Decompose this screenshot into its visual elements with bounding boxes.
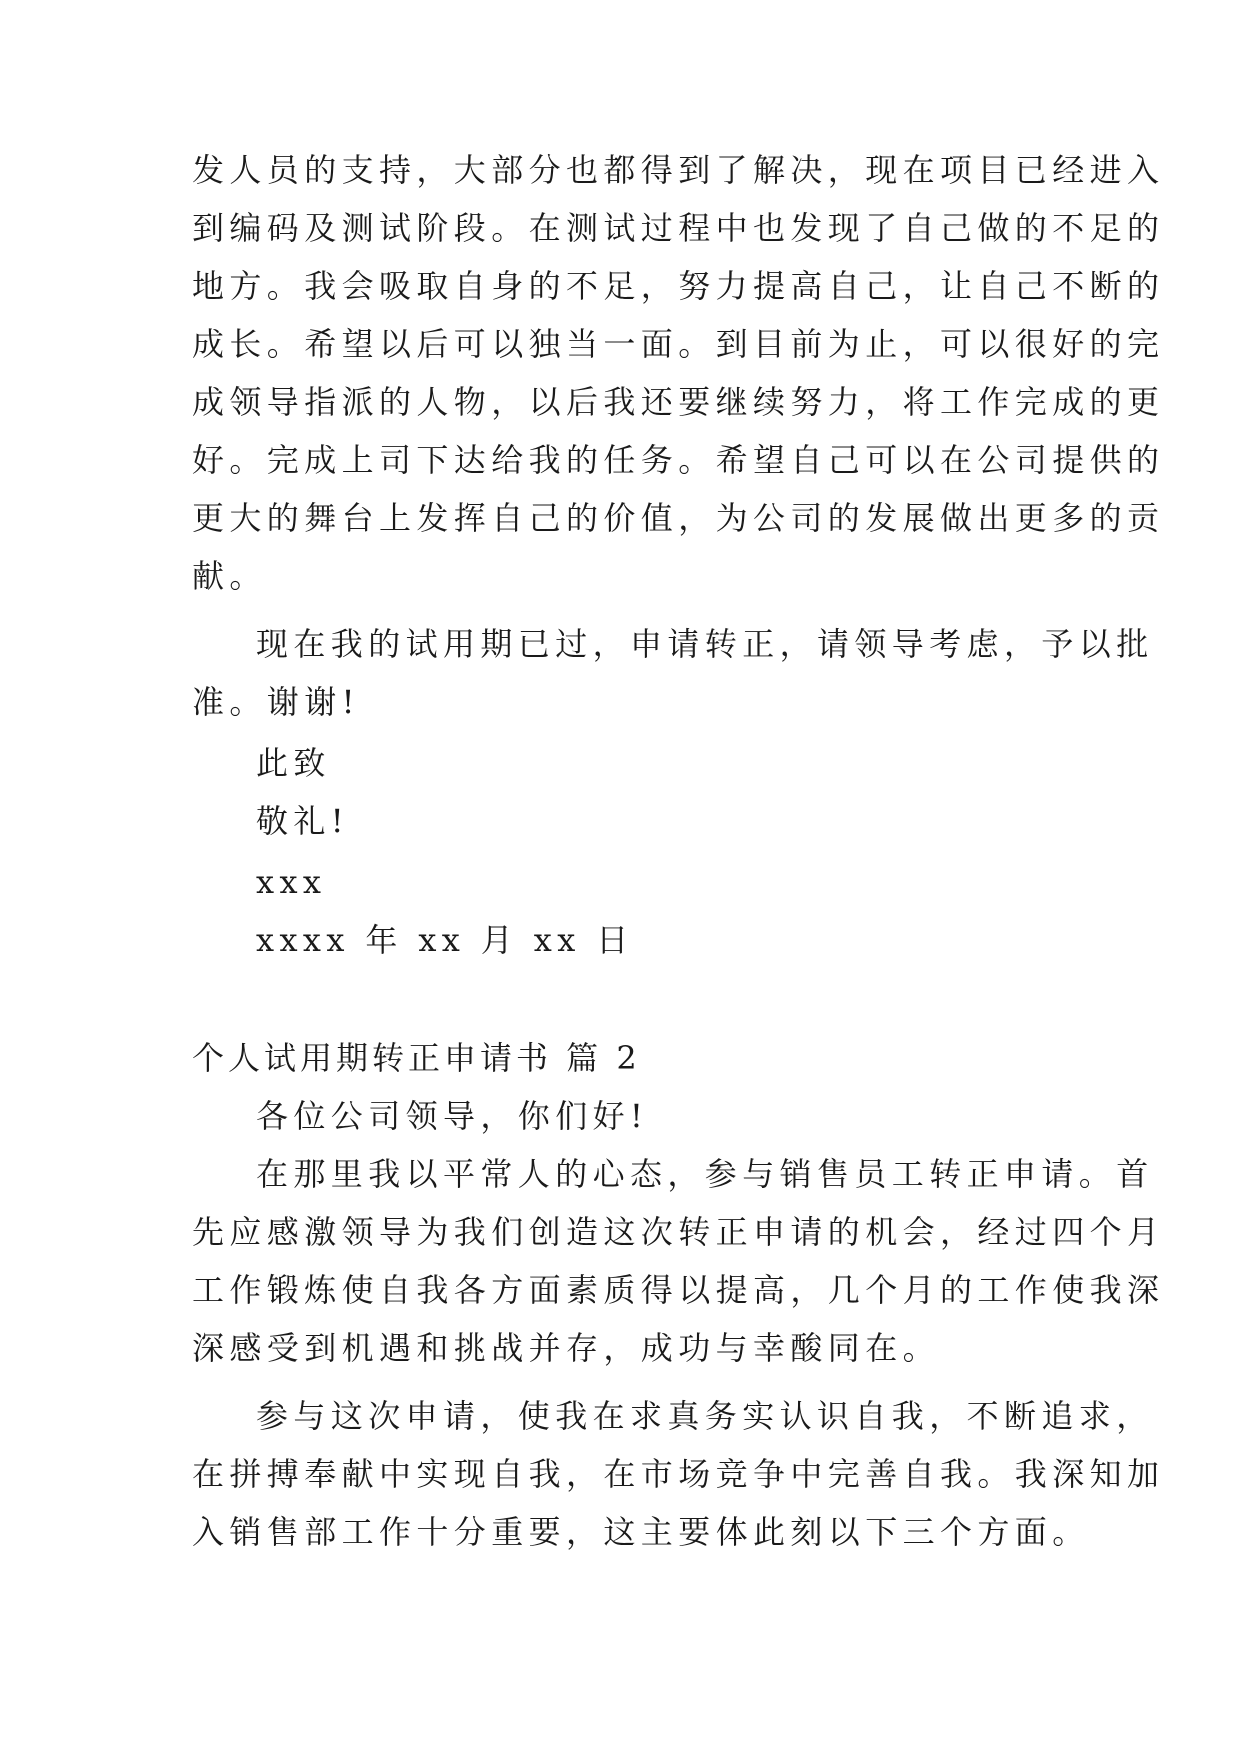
paragraph-line: 更大的舞台上发挥自己的价值，为公司的发展做出更多的贡 <box>192 499 1165 537</box>
paragraph-line: 发人员的支持，大部分也都得到了解决，现在项目已经进入 <box>192 151 1165 189</box>
paragraph-line: 在那里我以平常人的心态，参与销售员工转正申请。首 <box>256 1155 1154 1193</box>
paragraph-line: 工作锻炼使自我各方面素质得以提高，几个月的工作使我深 <box>192 1271 1165 1309</box>
paragraph-line: 入销售部工作十分重要，这主要体此刻以下三个方面。 <box>192 1513 1090 1551</box>
closing-regards: 敬礼! <box>256 802 350 840</box>
paragraph-line: 献。 <box>192 557 267 595</box>
paragraph-line: 成长。希望以后可以独当一面。到目前为止，可以很好的完 <box>192 325 1165 363</box>
paragraph-line: 成领导指派的人物，以后我还要继续努力，将工作完成的更 <box>192 383 1165 421</box>
paragraph-line: 深感受到机遇和挑战并存，成功与幸酸同在。 <box>192 1329 941 1367</box>
signature: xxx <box>256 863 327 901</box>
date: xxxx 年 xx 月 xx 日 <box>256 921 634 959</box>
paragraph-line: 先应感激领导为我们创造这次转正申请的机会，经过四个月 <box>192 1213 1165 1251</box>
paragraph-line: 到编码及测试阶段。在测试过程中也发现了自己做的不足的 <box>192 209 1165 247</box>
paragraph-line: 参与这次申请，使我在求真务实认识自我，不断追求， <box>256 1397 1154 1435</box>
section-title: 个人试用期转正申请书 篇 2 <box>192 1039 641 1077</box>
closing-salutation: 此致 <box>256 744 331 782</box>
paragraph-line: 现在我的试用期已过，申请转正，请领导考虑，予以批 <box>256 625 1154 663</box>
paragraph-line: 地方。我会吸取自身的不足，努力提高自己，让自己不断的 <box>192 267 1165 305</box>
paragraph-line: 在拼搏奉献中实现自我，在市场竞争中完善自我。我深知加 <box>192 1455 1165 1493</box>
paragraph-line: 准。谢谢! <box>192 683 360 721</box>
greeting: 各位公司领导，你们好! <box>256 1097 649 1135</box>
paragraph-line: 好。完成上司下达给我的任务。希望自己可以在公司提供的 <box>192 441 1165 479</box>
